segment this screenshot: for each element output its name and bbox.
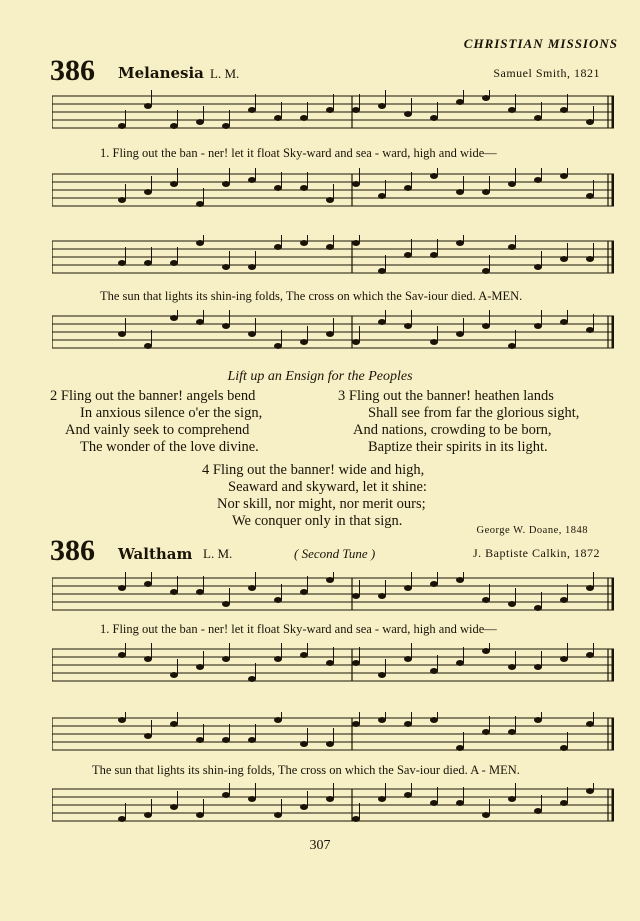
verse-3 [338,388,579,456]
meter: L. M. [210,66,240,81]
verse-4 [202,462,427,530]
page-number: 307 [309,838,331,853]
treble-staff [52,572,614,624]
section-title: CHRISTIAN MISSIONS [463,36,618,51]
treble-staff [52,712,614,764]
bass-staff [52,310,614,362]
bass-staff [52,643,614,695]
verse-line: Seaward and skyward, let it shine: [228,479,427,495]
verse-line: Baptize their spirits in its light. [368,439,548,455]
verse-line: And nations, crowding to be born, [353,422,552,438]
hymn-number: 386 [50,54,95,87]
lyric-line: 1. Fling out the ban - ner! let it float Sky-ward and sea - ward, high and wide— [100,146,497,160]
verse-line: 2 Fling out the banner! angels bend [50,388,256,404]
verse-2 [50,388,262,456]
meter: L. M. [203,546,233,561]
treble-staff [52,235,614,287]
composer: Samuel Smith, 1821 [493,66,600,80]
verse-line: The wonder of the love divine. [80,439,259,455]
second-tune-label: ( Second Tune ) [294,546,376,561]
bass-staff [52,168,614,220]
verse-line: And vainly seek to comprehend [65,422,250,438]
verse-line: 3 Fling out the banner! heathen lands [338,388,554,404]
tune-name: Melanesia [118,64,204,82]
verse-line: We conquer only in that sign. [232,513,403,529]
hymn-number: 386 [50,534,95,567]
composer: J. Baptiste Calkin, 1872 [473,546,600,560]
tune-name: Waltham [118,545,193,563]
verse-line: Nor skill, nor might, nor merit ours; [217,496,426,512]
lyric-line: 1. Fling out the ban - ner! let it float Sky-ward and sea - ward, high and wide— [100,622,497,636]
lyric-line: The sun that lights its shin-ing folds, The cross on which the Sav-iour died. A-MEN. [100,289,523,303]
verse-line: In anxious silence o'er the sign, [80,405,263,421]
bass-staff [52,783,614,835]
text-title: Lift up an Ensign for the Peoples [227,369,413,384]
text-author: George W. Doane, 1848 [476,525,588,536]
lyric-line: The sun that lights its shin-ing folds, The cross on which the Sav-iour died. A - MEN. [92,763,520,777]
verse-line: 4 Fling out the banner! wide and high, [202,462,425,478]
verse-line: Shall see from far the glorious sight, [368,405,580,421]
treble-staff [52,90,614,142]
